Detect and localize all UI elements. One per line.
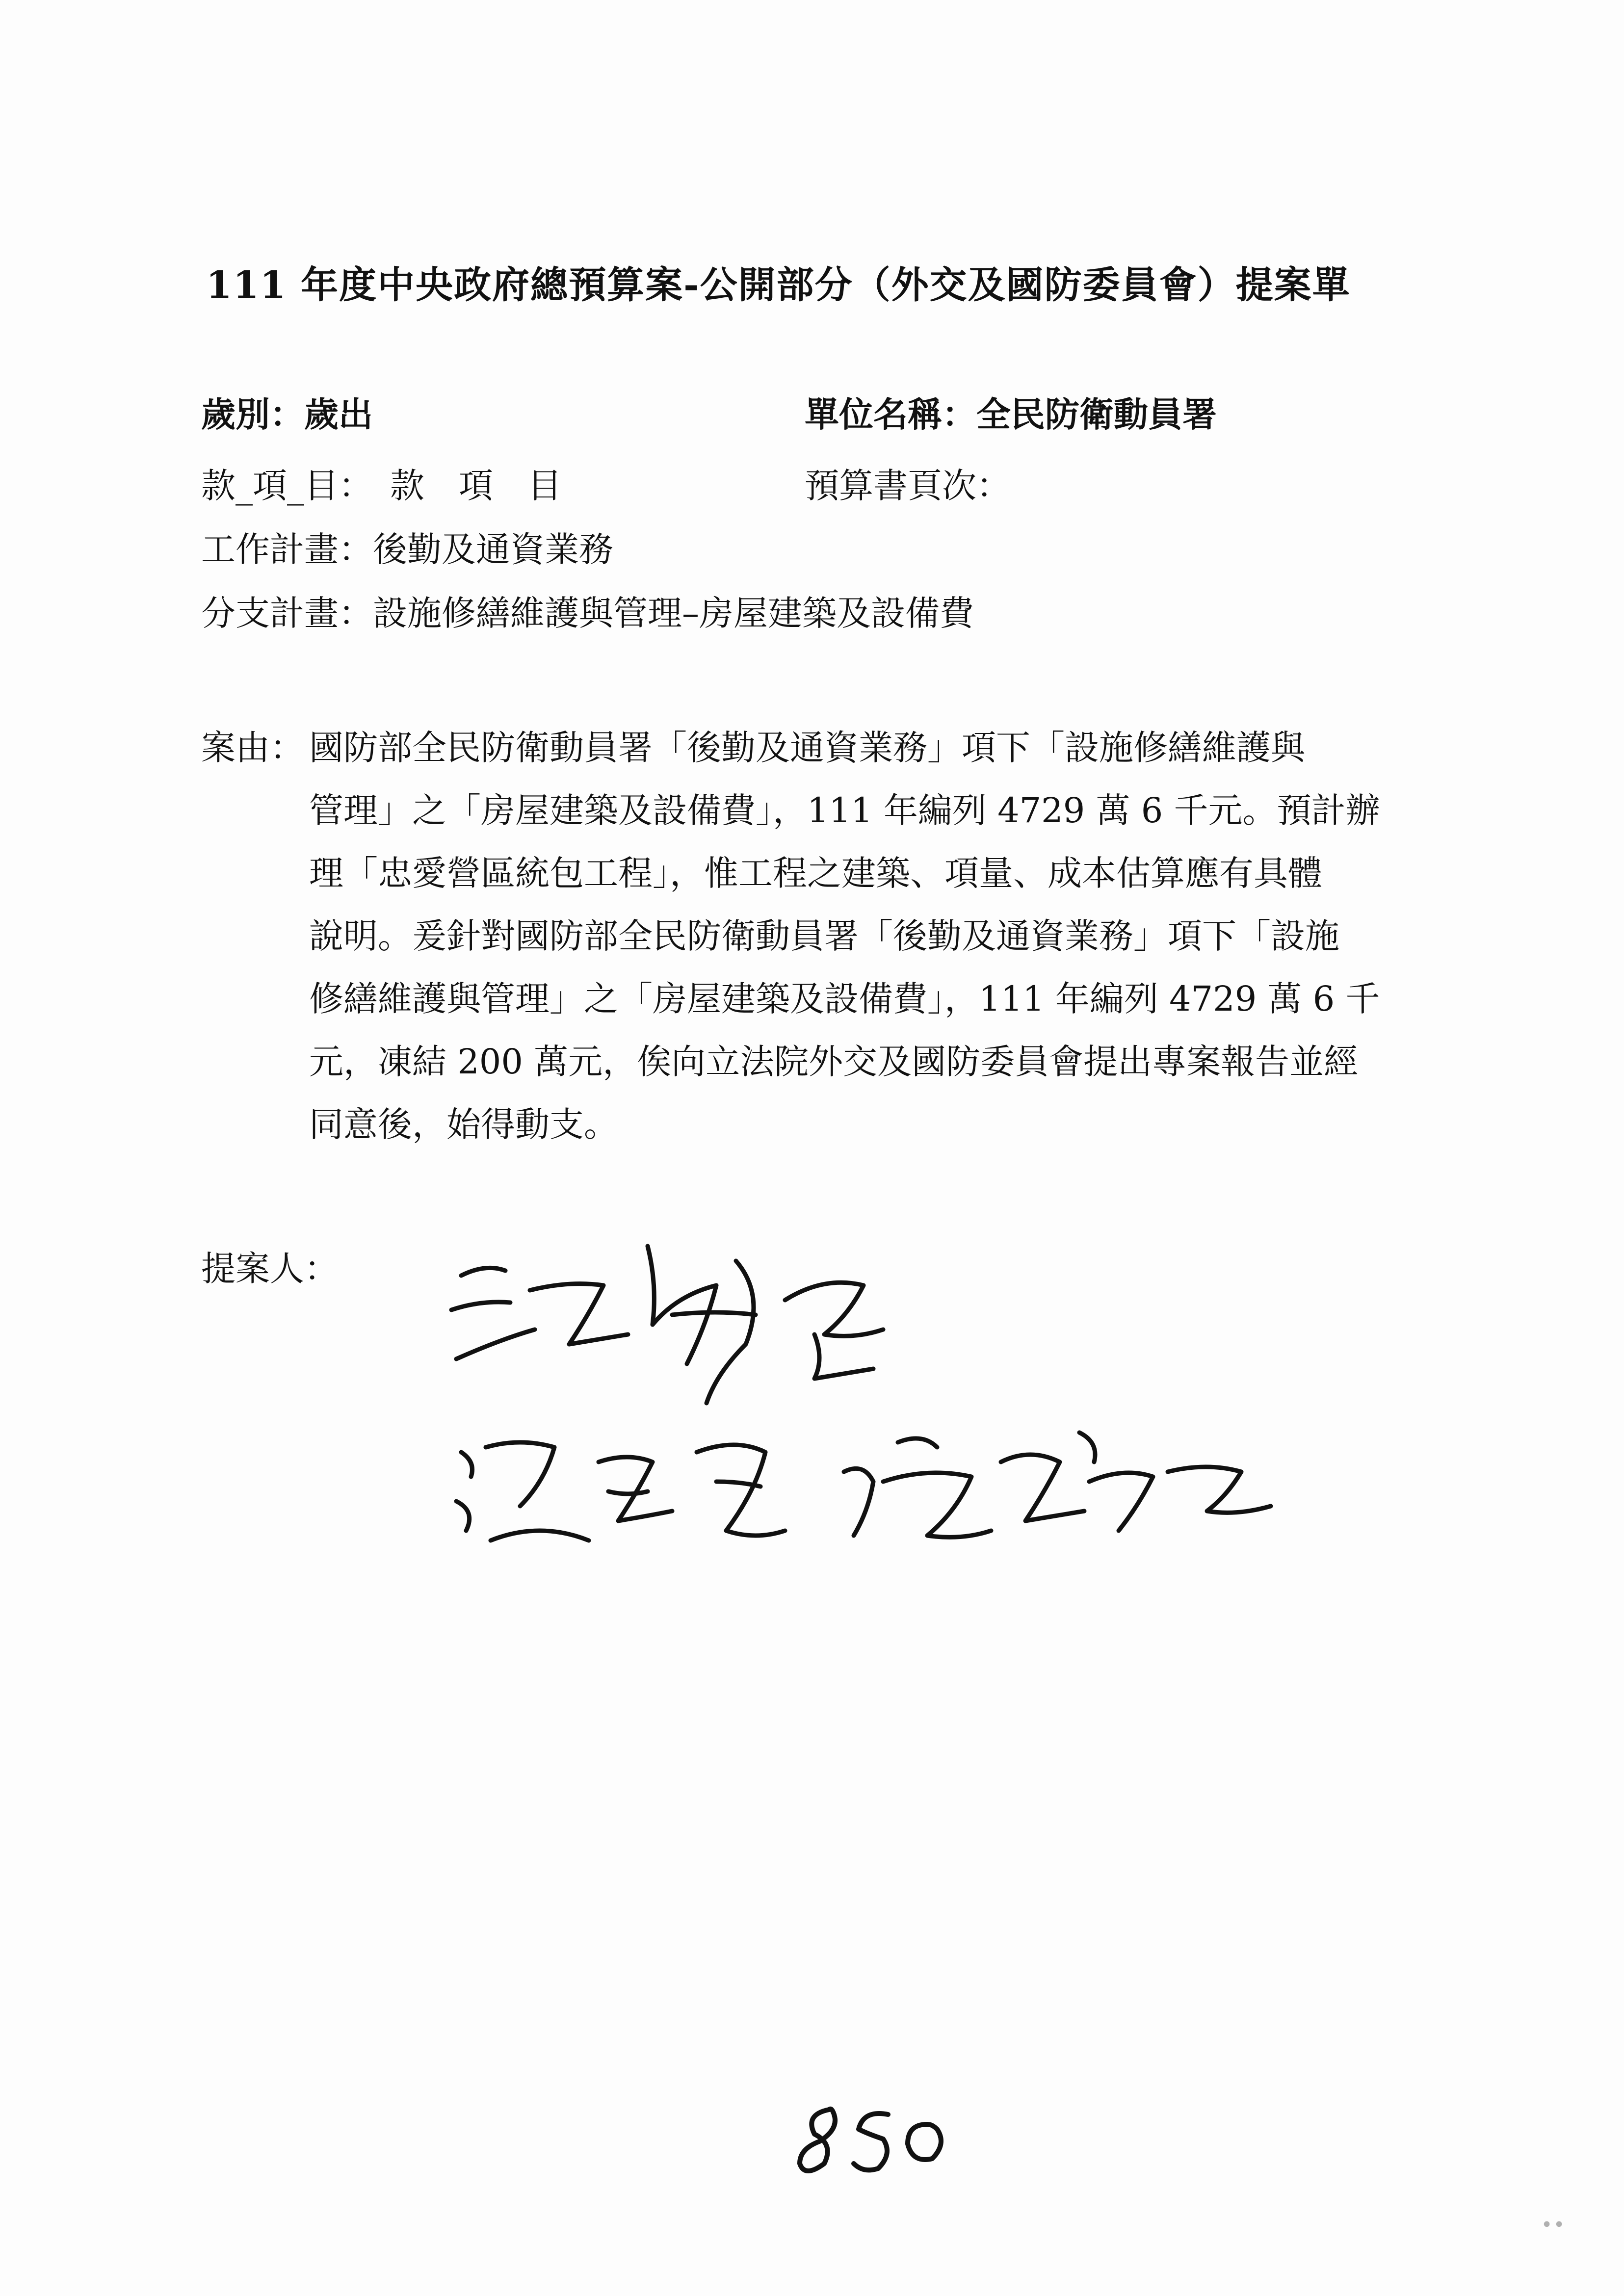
item-field: 款_項_目： 款 項 目 <box>201 466 562 506</box>
unit-name-field: 單位名稱：全民防衛動員署 <box>805 394 1217 435</box>
budget-page-field: 預算書頁次： <box>805 466 1011 506</box>
handwritten-page-number <box>795 2095 957 2188</box>
handwritten-signatures <box>442 1217 1325 1658</box>
branch-plan-field: 分支計畫：設施修繕維護與管理–房屋建築及設備費 <box>201 593 974 633</box>
corner-stamp-mark: ∙∙ <box>1541 2213 1566 2235</box>
signature-3 <box>844 1433 1271 1537</box>
case-line: 國防部全民防衛動員署「後勤及通資業務」項下「設施修繕維護與 <box>309 728 1305 768</box>
year-type-field: 歲別：歲出 <box>201 394 373 435</box>
signature-1 <box>451 1246 883 1403</box>
signature-2 <box>456 1442 785 1540</box>
case-body <box>309 716 1482 1156</box>
case-line: 修繕維護與管理」之「房屋建築及設備費」，111 年編列 4729 萬 6 千 <box>309 979 1380 1019</box>
work-plan-field: 工作計畫：後勤及通資業務 <box>201 529 613 570</box>
case-line: 元，凍結 200 萬元，俟向立法院外交及國防委員會提出專案報告並經 <box>309 1042 1359 1082</box>
case-label: 案由： <box>201 728 304 768</box>
case-line: 同意後，始得動支。 <box>309 1104 618 1145</box>
proposer-label: 提案人： <box>201 1249 339 1289</box>
document-title: 111 年度中央政府總預算案-公開部分（外交及國防委員會）提案單 <box>206 263 1351 307</box>
case-line: 管理」之「房屋建築及設備費」，111 年編列 4729 萬 6 千元。預計辦 <box>309 790 1380 831</box>
case-line: 說明。爰針對國防部全民防衛動員署「後勤及通資業務」項下「設施 <box>309 916 1339 956</box>
case-line: 理「忠愛營區統包工程」，惟工程之建築、項量、成本估算應有具體 <box>309 853 1322 893</box>
